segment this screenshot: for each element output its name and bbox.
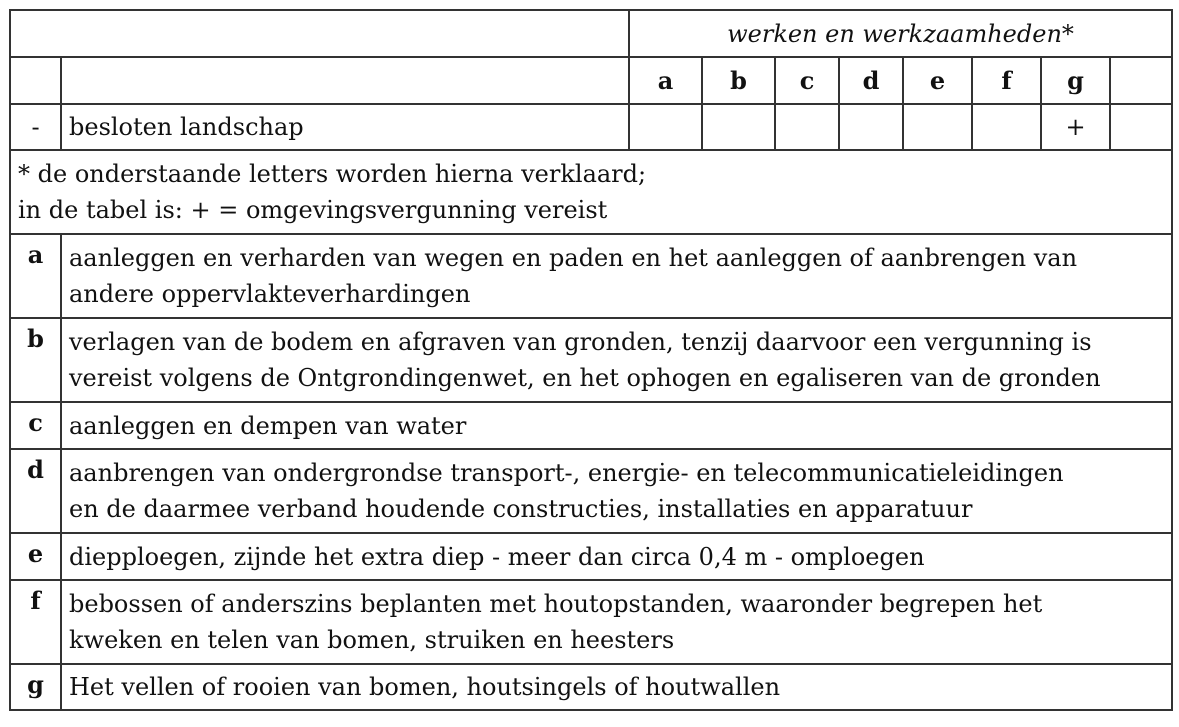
mark-cell-c	[775, 104, 839, 150]
note-line-1: * de onderstaande letters worden hierna verklaard;	[18, 160, 647, 188]
mark-cell-f	[972, 104, 1041, 150]
header-empty-cell	[10, 10, 629, 57]
column-header-a: a	[629, 57, 702, 104]
legend-description	[61, 402, 1172, 449]
legend-row	[10, 234, 1172, 318]
mark-cell-b	[702, 104, 775, 150]
legend-line: aanleggen en dempen van water	[69, 411, 467, 440]
permit-table	[9, 9, 1173, 711]
mark-cell-e	[903, 104, 972, 150]
legend-line: vereist volgens de Ontgrondingenwet, en het ophogen en egaliseren van de gronden	[69, 364, 1101, 392]
group-title: werken en werkzaamheden*	[629, 10, 1172, 57]
area-prefix: -	[10, 104, 61, 150]
note-line-2: in de tabel is: + = omgevingsvergunning vereist	[18, 196, 608, 224]
column-header-c: c	[775, 57, 839, 104]
legend-row	[10, 533, 1172, 580]
mark-cell-d	[839, 104, 903, 150]
column-header-g: g	[1041, 57, 1110, 104]
column-header-e: e	[903, 57, 972, 104]
legend-row	[10, 402, 1172, 449]
legend-row	[10, 580, 1172, 664]
column-header-row	[10, 57, 1172, 104]
column-header-f: f	[972, 57, 1041, 104]
legend-line: Het vellen of rooien van bomen, houtsingels of houtwallen	[69, 673, 781, 701]
column-header-b: b	[702, 57, 775, 104]
mark-cell-a	[629, 104, 702, 150]
legend-description	[61, 533, 1172, 580]
legend-line: diepploegen, zijnde het extra diep - meer dan circa 0,4 m - omploegen	[69, 542, 925, 571]
legend-key: c	[10, 402, 61, 449]
legend-key: e	[10, 533, 61, 580]
legend-line: andere oppervlakteverhardingen	[69, 280, 471, 308]
legend-line: en de daarmee verband houdende constructies, installaties en apparatuur	[69, 495, 973, 523]
legend-description	[61, 234, 1172, 318]
legend-key: a	[10, 234, 61, 318]
legend-line: verlagen van de bodem en afgraven van gronden, tenzij daarvoor een vergunning is	[69, 328, 1092, 356]
legend-row	[10, 664, 1172, 710]
header-empty-cell	[1110, 57, 1172, 104]
group-header-row	[10, 10, 1172, 57]
mark-cell-empty	[1110, 104, 1172, 150]
legend-key: g	[10, 664, 61, 710]
area-row	[10, 104, 1172, 150]
legend-line: bebossen of anderszins beplanten met houtopstanden, waaronder begrepen het	[69, 590, 1043, 618]
legend-line: aanleggen en verharden van wegen en paden en het aanleggen of aanbrengen van	[69, 244, 1078, 272]
legend-description	[61, 664, 1172, 710]
legend-key: d	[10, 449, 61, 533]
legend-key: f	[10, 580, 61, 664]
legend-key: b	[10, 318, 61, 402]
area-label: besloten landschap	[61, 104, 629, 150]
header-empty-cell	[10, 57, 61, 104]
legend-description	[61, 580, 1172, 664]
legend-description	[61, 318, 1172, 402]
mark-cell-g: +	[1041, 104, 1110, 150]
legend-description	[61, 449, 1172, 533]
note-row	[10, 150, 1172, 234]
legend-line: aanbrengen van ondergrondse transport-, energie- en telecommunicatieleidingen	[69, 459, 1064, 487]
legend-row	[10, 318, 1172, 402]
header-empty-cell	[61, 57, 629, 104]
note-cell	[10, 150, 1172, 234]
legend-row	[10, 449, 1172, 533]
column-header-d: d	[839, 57, 903, 104]
legend-line: kweken en telen van bomen, struiken en heesters	[69, 626, 675, 654]
